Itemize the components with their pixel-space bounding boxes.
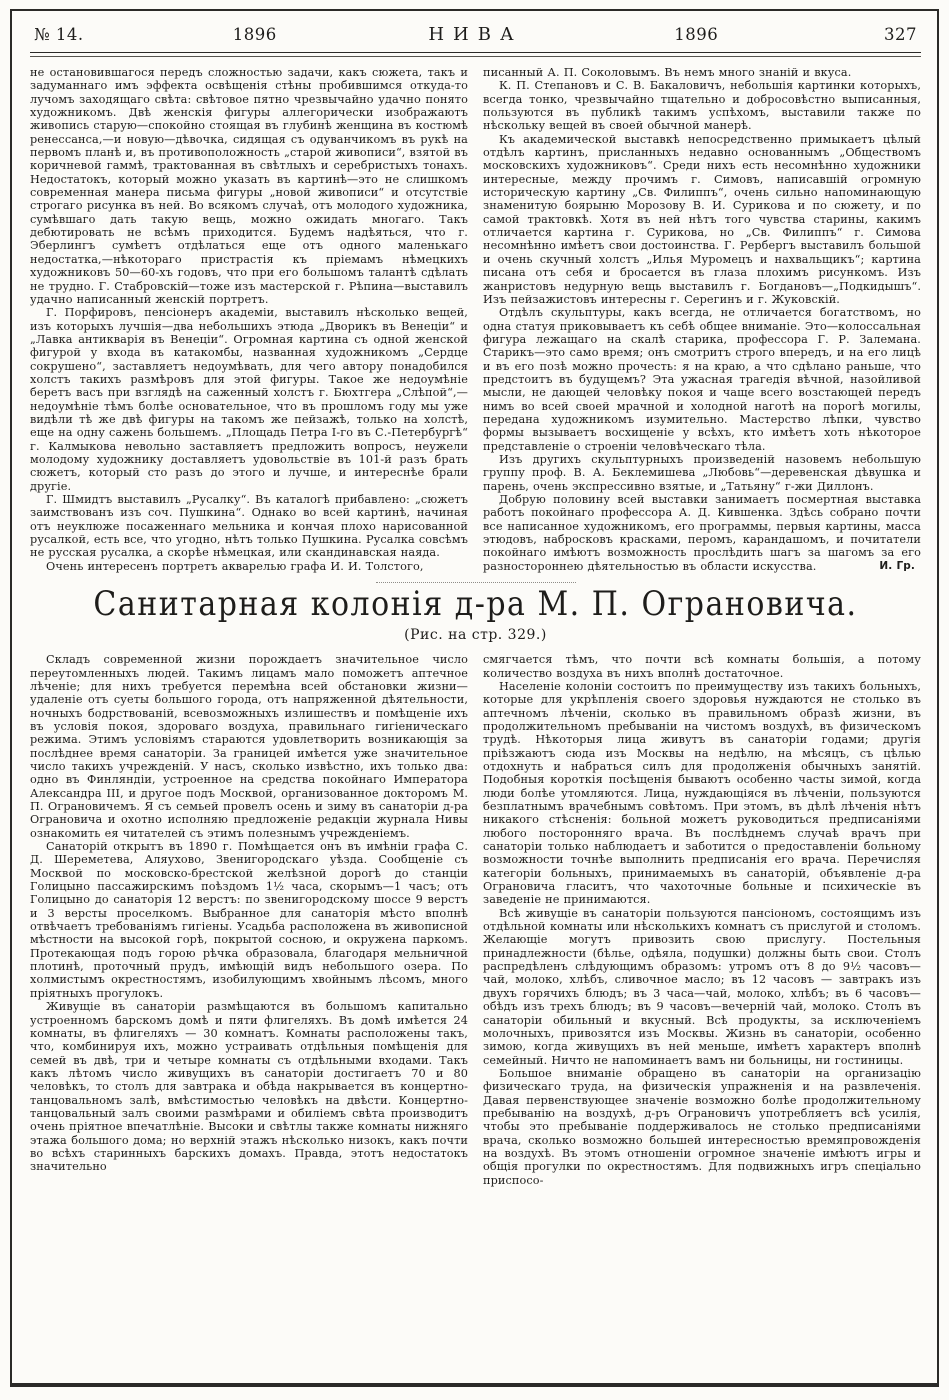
page-number: 327	[884, 25, 917, 44]
article1-right-column	[483, 66, 921, 573]
issue-number: № 14.	[34, 25, 84, 44]
paragraph: Изъ другихъ скульптурныхъ произведеній назовемъ небольшую группу проф. В. А. Беклемишева „Любовь“—деревенская дѣвушка и парень, очень экспрессивно взятые, и „Татьяну“ г-жи Диллонъ.	[483, 452, 921, 493]
paragraph: Живущіе въ санаторіи размѣщаются въ большомъ капитально устроенномъ барскомъ домѣ и пяти флигеляхъ. Въ домѣ имѣется 24 комнаты, въ флигеляхъ — 30 комнатъ. Комнаты расположены такъ, что, комбинируя ихъ, можно устраивать отдѣльныя помѣщенія для семей въ двѣ, три и четыре комнаты съ отдѣльными входами. Такъ какъ лѣтомъ число живущихъ въ санаторіи достигаетъ 70 и 80 человѣкъ, то столъ для завтрака и обѣда накрывается въ концертно-танцовальномъ залѣ, вмѣстимостью человѣкъ на двѣсти. Концертно-танцовальный залъ своими размѣрами и обиліемъ свѣта производитъ очень пріятное впечатлѣніе. Высоки и свѣтлы также комнаты нижняго этажа большого дома; но верхній этажъ нѣсколько низокъ, какъ почти во всѣхъ старинныхъ барскихъ домахъ. Правда, этотъ недостатокъ значительно	[30, 1000, 468, 1174]
paragraph: Санаторій открытъ въ 1890 г. Помѣщается онъ въ имѣніи графа С. Д. Шереметева, Аляухово, Звенигородскаго уѣзда. Сообщеніе съ Москвой по московско-брестской желѣзной дорогѣ до станціи Голицыно пассажирскимъ поѣздомъ 1½ часа, скорымъ—1 часъ; отъ Голицыно до санаторія 12 верстъ: по звенигородскому шоссе 9 верстъ и 3 версты проселкомъ. Выбранное для санаторія мѣсто вполнѣ отвѣчаетъ требованіямъ гигіены. Усадьба расположена въ живописной мѣстности на высокой горѣ, покрытой сосною, и окружена паркомъ. Протекающая подъ горою рѣчка образовала, благодаря мельничной плотинѣ, проточный прудъ, имѣющій видъ небольшого озера. По холмистымъ окрестностямъ, изобилующимъ хвойнымъ лѣсомъ, много пріятныхъ прогулокъ.	[30, 840, 468, 1000]
year-left: 1896	[232, 25, 277, 44]
paragraph: Большое вниманіе обращено въ санаторіи на организацію физическаго труда, на физическія упражненія и на развлеченія. Давая первенствующее значеніе возможно болѣе продолжительному пребыванію на воздухѣ, д-ръ Ограновичъ употребляетъ всѣ усилія, чтобы это пребываніе поддерживалось не столько предписаніями врача, сколько возможно большей интересностью времяпровожденія на воздухѣ. Въ этомъ отношеніи огромное значеніе имѣютъ игры и общія прогулки по окрестностямъ. Для подвижныхъ игръ спеціально приспосо-	[483, 1066, 921, 1187]
article2-columns	[30, 653, 921, 1187]
paragraph: Добрую половину всей выставки занимаетъ посмертная выставка работъ покойнаго профессора А. Д. Кившенка. Здѣсь собрано почти все написанное художникомъ, его программы, первыя картины, масса этюдовъ, набросковъ красками, перомъ, карандашомъ, и почитатели покойнаго имѣютъ возможность прослѣдить шагъ за шагомъ за его разностороннею дѣятельностью въ области искусства.	[483, 493, 921, 573]
author-signature: И. Гр.	[879, 559, 915, 572]
paragraph: Очень интересенъ портретъ акварелью графа И. И. Толстого,	[46, 559, 424, 573]
paragraph: Къ академической выставкѣ непосредственно примыкаетъ цѣлый отдѣлъ картинъ, присланныхъ недавно основаннымъ „Обществомъ московскихъ художниковъ“. Среди нихъ есть несомнѣнно художники интересные, между прочимъ г. Симовъ, написавшій огромную историческую картину „Св. Филиппъ“, очень сильно напоминающую знаменитую боярыню Морозову В. И. Сурикова и по сюжету, и по самой трактовкѣ. Хотя въ ней нѣтъ того чувства старины, какимъ отличается картина г. Сурикова, но „Св. Филиппъ“ г. Симова несомнѣнно имѣетъ свои достоинства. Г. Рербергъ выставилъ большой и очень скучный холстъ „Илья Муромецъ и нахвальщикъ“; картина писана отъ себя и бросается въ глаза плохимъ рисункомъ. Изъ жанристовъ недурную вещь выставилъ г. Богдановъ—„Подкидышъ“. Изъ пейзажистовъ интересны г. Серегинъ и г. Жуковскій.	[483, 132, 921, 306]
article2-title-block	[30, 585, 921, 643]
article1-columns	[30, 66, 921, 573]
section-separator	[376, 582, 576, 583]
paragraph: К. П. Степановъ и С. В. Бакаловичъ, небольшія картинки которыхъ, всегда тонко, чрезвычайно тщательно и добросовѣстно выписанныя, пользуются въ публикѣ такимъ успѣхомъ, выставили также по нѣскольку вещей въ своей обычной манерѣ.	[483, 79, 921, 133]
article2-right-column	[483, 653, 921, 1187]
article-title: Санитарная колонія д-ра М. П. Ограновича.	[93, 585, 858, 625]
masthead-title: НИВА	[428, 24, 523, 45]
paragraph: Г. Шмидтъ выставилъ „Русалку“. Въ каталогѣ прибавлено: „сюжетъ заимствованъ изъ соч. Пушкина“. Однако во всей картинѣ, начиная отъ неуклюже посаженнаго мельника и кончая плохо нарисованной русалкой, есть все, что угодно, нѣтъ только Пушкина. Русалка совсѣмъ не русская русалка, а скорѣе нѣмецкая, или скандинавская наяда.	[30, 493, 468, 560]
paragraph: Складъ современной жизни порождаетъ значительное число переутомленныхъ людей. Такимъ лицамъ мало поможетъ аптечное лѣченіе; для нихъ требуется перемѣна всей обстановки жизни—удаленіе отъ суеты большого города, отъ напряженной дѣятельности, ночныхъ бодрствованій, всевозможныхъ излишествъ и помѣщеніе ихъ въ условія покоя, здороваго воздуха, правильнаго гигіеническаго режима. Этимъ условіямъ стараются удовлетворить возникающія за послѣднее время санаторіи. За границей имѣется уже значительное число такихъ учрежденій. У насъ, сколько извѣстно, ихъ только два: одно въ Финляндіи, устроенное на средства покойнаго Императора Александра III, и другое подъ Москвой, организованное докторомъ М. П. Ограновичемъ. Я съ семьей провелъ осень и зиму въ санаторіи д-ра Ограновича и охотно исполняю предложеніе редакціи журнала Нивы ознакомить ея читателей съ этимъ полезнымъ учрежденіемъ.	[30, 653, 468, 840]
paragraph: Г. Порфировъ, пенсіонеръ академіи, выставилъ нѣсколько вещей, изъ которыхъ лучшія—два небольшихъ этюда „Дворикъ въ Венеціи“ и „Лавка антикварія въ Венеціи“. Огромная картина съ одной женской фигурой у входа въ катакомбы, названная художникомъ „Сердце сокрушено“, заставляетъ недоумѣвать, для чего автору понадобился холстъ такихъ размѣровъ для этой фигуры. Такое же недоумѣніе беретъ васъ при взглядѣ на саженный холстъ г. Бюхтгера „Слѣпой“,—недоумѣніе тѣмъ болѣе основательное, что въ прошломъ году мы уже видѣли тѣ же двѣ фигуры на такомъ же пейзажѣ, только на холстѣ, еще на одну сажень большемъ. „Площадь Петра I-го въ С.-Петербургѣ“ г. Калмыкова невольно заставляетъ предложить вопросъ, неужели молодому художнику доставляетъ удовольствіе въ 101-й разъ брать сюжетъ, который сто разъ до этого и лучше, и интереснѣе брали другіе.	[30, 306, 468, 493]
article-subtitle: (Рис. на стр. 329.)	[404, 627, 547, 644]
bottom-rule	[12, 1383, 937, 1385]
page-header	[30, 14, 921, 52]
year-right: 1896	[674, 25, 719, 44]
paragraph: Всѣ живущіе въ санаторіи пользуются пансіономъ, состоящимъ изъ отдѣльной комнаты или нѣсколькихъ комнатъ съ прислугой и столомъ. Желающіе могутъ привозить свою прислугу. Постельныя принадлежности (бѣлье, одѣяла, подушки) должны быть свои. Столъ распредѣленъ слѣдующимъ образомъ: утромъ отъ 8 до 9½ часовъ—чай, молоко, хлѣбъ, сливочное масло; въ 12 часовъ — завтракъ изъ двухъ горячихъ блюдъ; въ 3 часа—чай, молоко, хлѣбъ; въ 6 часовъ—обѣдъ изъ трехъ блюдъ; въ 9 часовъ—вечерній чай, молоко. Столъ въ санаторіи обильный и вкусный. Всѣ продукты, за исключеніемъ молочныхъ, привозятся изъ Москвы. Жизнь въ санаторіи, особенно зимою, когда живущихъ въ ней меньше, имѣетъ характеръ вполнѣ семейный. Ничто не напоминаетъ вамъ ни больницы, ни гостиницы.	[483, 906, 921, 1067]
paragraph: не остановившагося передъ сложностью задачи, какъ сюжета, такъ и задуманнаго имъ эффекта освѣщенія стѣны пробившимся откуда-то лучомъ заходящаго свѣта: свѣтовое пятно чрезвычайно удачно понято художникомъ. Двѣ женскія фигуры аллегорически изображаютъ живопись старую—спокойно стоящая въ глубинѣ женщина въ костюмѣ ренессанса,—и новую—дѣвочка, сидящая съ одуванчикомъ въ рукѣ на первомъ планѣ и, въ противоположность „старой живописи“, взятой въ коричневой гаммѣ, трактованная въ свѣтлыхъ и серебристыхъ тонахъ. Недостатокъ, который можно указать въ картинѣ—это не слишкомъ современная манера письма фигуры „новой живописи“ и отсутствіе строгаго рисунка въ ней. Во всякомъ случаѣ, отъ молодого художника, сумѣвшаго дать такую вещь, можно ожидать многаго. Такъ дебютировать не всѣмъ приходится. Будемъ надѣяться, что г. Эберлингъ сумѣетъ отдѣлаться еще отъ одного маленькаго недостатка,—нѣкотораго пристрастія къ пріемамъ нѣмецкихъ художниковъ 50—60-хъ годовъ, что при его большомъ талантѣ сдѣлать не трудно. Г. Стабровскій—тоже изъ мастерской г. Рѣпина—выставилъ удачно написанный женскій портретъ.	[30, 66, 468, 306]
article2-left-column	[30, 653, 468, 1187]
header-rule	[30, 52, 921, 57]
paragraph: Населеніе колоніи состоитъ по преимуществу изъ такихъ больныхъ, которые для укрѣпленія своего здоровья нуждаются не столько въ аптечномъ лѣченіи, сколько въ правильномъ образѣ жизни, въ продолжительномъ пребываніи на чистомъ воздухѣ, въ физическомъ трудѣ. Нѣкоторыя лица живутъ въ санаторіи годами; другія пріѣзжаютъ сюда изъ Москвы на недѣлю, на мѣсяцъ, съ цѣлью отдохнуть и набраться силъ для продолженія обычныхъ занятій. Подобныя короткія посѣщенія бываютъ особенно часты зимой, когда люди болѣе утомляются. Лица, нуждающіяся въ лѣченіи, пользуются безплатнымъ врачебнымъ совѣтомъ. При этомъ, въ дѣлѣ лѣченія нѣтъ никакого стѣсненія: больной можетъ руководиться предписаніями любого посторонняго врача. Въ послѣднемъ случаѣ врачъ при санаторіи только наблюдаетъ и заботится о предоставленіи больному возможности точнѣе выполнить предписанія его врача. Перечисляя категоріи больныхъ, принимаемыхъ въ санаторій, объявленіе д-ра Ограновича гласитъ, что чахоточные больные и психическіе въ заведеніе не принимаются.	[483, 679, 921, 907]
paragraph: смягчается тѣмъ, что почти всѣ комнаты большія, а потому количество воздуха въ нихъ вполнѣ достаточное.	[483, 653, 921, 680]
paragraph: писанный А. П. Соколовымъ. Въ немъ много знаній и вкуса.	[483, 66, 852, 79]
article1-left-column	[30, 66, 468, 573]
paragraph: Отдѣлъ скульптуры, какъ всегда, не отличается богатствомъ, но одна статуя приковываетъ къ себѣ общее вниманіе. Это—колоссальная фигура лежащаго на скалѣ старика, профессора Г. Р. Залемана. Старикъ—это само время; онъ смотритъ строго впередъ, и на его лицѣ и въ его позѣ можно прочесть: я на краю, а что сдѣлано раньше, что предстоитъ въ будущемъ? Эта ужасная трагедія вѣчной, назойливой мысли, не дающей человѣку покоя и чаще всего возстающей передъ нимъ во всей своей мрачной и холодной наготѣ на порогѣ могилы, передана художникомъ изумительно. Мастерство лѣпки, чувство формы вызываетъ восхищеніе у всѣхъ, кто имѣетъ хоть нѣкоторое представленіе о строеніи человѣческаго тѣла.	[483, 306, 921, 453]
